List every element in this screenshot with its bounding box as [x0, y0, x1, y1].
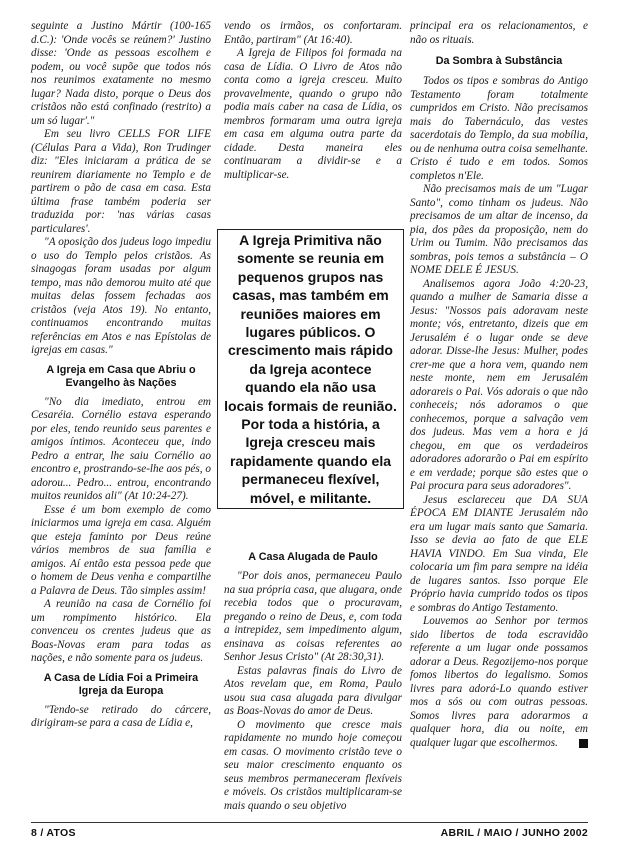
paragraph: Não precisamos mais de um "Lugar Santo", como tinham os judeus. Não precisamos de um altar de incenso, da pia, dos pães da proposição, nem do Urim ou Tumim. Não precisamos das sombras, pois temos a substância – O NOME DELE É JESUS. [410, 183, 588, 276]
paragraph: principal era os relacionamentos, e não os rituais. [410, 20, 588, 46]
pull-quote-text: A Igreja Primitiva não somente se reunia em pequenos grupos nas casas, mas também em reuniões maiores em lugares públicos. O crescimento mais rápido da Igreja acontece quando ela não usa locais formais de reunião. Por toda a história, a Igreja cresceu mais rapidamente quando ela permaneceu flexível, móvel, e militante. [224, 231, 397, 506]
end-of-article-square-icon [579, 739, 588, 748]
paragraph: O movimento que cresce mais rapidamente no mundo hoje começou em casas. O movimento cristão teve o seu maior crescimento enquanto os seus membros permaneceram flexíveis e móveis. Os cristãos multiplicaram-se mais quando o seu objetivo [224, 718, 402, 812]
section-heading: A Casa de Lídia Foi a Primeira Igreja da Europa [43, 671, 199, 697]
paragraph: A reunião na casa de Cornélio foi um rompimento histórico. Ela convenceu os crentes judeus que as Boas-Novas eram para todas as nações, e não somente para os judeus. [31, 598, 211, 664]
column-2-bottom [224, 545, 402, 813]
paragraph: Em seu livro CELLS FOR LIFE (Células Para a Vida), Ron Trudinger diz: "Eles iniciaram a prática de se reunirem diariamente no Templo e de partirem o pão de casa em casa. Esta última frase também poderia ser traduzida por: 'nas várias casas particulares'. [31, 128, 211, 235]
page-number-folio: 8 / ATOS [31, 827, 76, 839]
section-heading: A Casa Alugada de Paulo [248, 551, 378, 563]
paragraph [410, 615, 588, 750]
column-1 [31, 20, 211, 731]
paragraph: vendo os irmãos, os confortaram. Então, partiram" (At 16:40). [224, 20, 402, 46]
column-2-top [224, 20, 402, 182]
paragraph: A Igreja de Filipos foi formada na casa de Lídia. O Livro de Atos não conta como a igreja cresceu. Muito provavelmente, quando o grupo não podia mais caber na casa de Lídia, os membros formaram uma outra igreja em casa em alguma outra parte da cidade. Desta maneira eles continuaram a dividir-se e a multiplicar-se. [224, 47, 402, 181]
paragraph: Esse é um bom exemplo de como iniciarmos uma igreja em casa. Alguém que esteja faminto por Deus reúne vários membros de sua família e amigos. Aí então esta pessoa pede que o homem de Deus venha e compartilhe a Palavra de Deus. Tão simples assim! [31, 503, 211, 597]
paragraph: Todos os tipos e sombras do Antigo Testamento foram totalmente cumpridos em Cristo. Não precisamos mais do Tabernáculo, das vestes sacerdotais do Templo, da sua mobília, ou de nenhuma outra coisa semelhante. Cristo é tudo e em todos. Somos completos n'Ele. [410, 75, 588, 182]
section-heading: Da Sombra à Substância [435, 55, 563, 67]
section-heading: A Igreja em Casa que Abriu o Evangelho às Nações [46, 363, 196, 389]
paragraph: Estas palavras finais do Livro de Atos revelam que, em Roma, Paulo usou sua casa alugada para divulgar as Boas-Novas do amor de Deus. [224, 664, 402, 717]
paragraph: Analisemos agora João 4:20-23, quando a mulher de Samaria disse a Jesus: "Nossos pais adoravam neste monte; vós, entretanto, dizeis que em Jerusalém é o lugar onde se deve adorar. Disse-lhe Jesus: Mulher, podes crer-me que a hora vem, quando nem neste monte, nem em Jerusalém adorareis o Pai. Vós adorais o que não conheceis; nós adoramos o que conhecemos, porque a salvação vem dos judeus. Mas vem a hora e já chegou, em que os verdadeiros adoradores adorarão o Pai em espírito e em verdade; porque são estes que o Pai procura para seus adoradores". [410, 277, 588, 492]
footer-divider [31, 822, 588, 823]
paragraph: "No dia imediato, entrou em Cesaréia. Cornélio estava esperando por eles, tendo reunido seus parentes e amigos íntimos. Aconteceu que, indo Pedro a entrar, lhe saiu Cornélio ao encontro e, prostrando-se-lhe aos pés, o adorou... Pedro... entrou, encontrando muitos reunidos ali" (At 10:24-27). [31, 395, 211, 502]
paragraph: seguinte a Justino Mártir (100-165 d.C.): 'Onde vocês se reúnem?' Justino disse: 'Onde as pessoas escolhem e podem, ou você supõe que todos nós nos reunimos exatamente no mesmo lugar? Nada disto, porque o Deus dos cristãos não está confinado (restrito) a um só lugar'." [31, 20, 211, 127]
pull-quote-box [217, 229, 404, 509]
paragraph: "Tendo-se retirado do cárcere, dirigiram-se para a casa de Lídia e, [31, 703, 211, 729]
paragraph: "Por dois anos, permaneceu Paulo na sua própria casa, que alugara, onde recebia todos que o procuravam, pregando o reino de Deus, e, com toda a intrepidez, sem impedimento algum, ensinava as coisas referentes ao Senhor Jesus Cristo" (At 28:30,31). [224, 570, 402, 663]
paragraph: Jesus esclareceu que DA SUA ÉPOCA EM DIANTE Jerusalém não era um lugar mais santo que Samaria. Isso se devia ao fato de que ELE HAVIA VINDO. Em Sua vinda, Ele colocaria um fim para sempre na idéia de lugares santos. Isso porque Ele Próprio havia cumprido todos os tipos e sombras do Antigo Testamento. [410, 493, 588, 614]
paragraph: "A oposição dos judeus logo impediu o uso do Templo pelos cristãos. As sinagogas foram usadas por algum tempo, mas não demorou muito até que muitas delas fossem fechadas aos cristãos (veja Atos 19). No entanto, continuamos encontrando muitas referências em Atos e nas Epístolas de igrejas em casas." [31, 236, 211, 356]
column-3 [410, 20, 588, 750]
issue-date-folio: ABRIL / MAIO / JUNHO 2002 [440, 827, 588, 839]
paragraph-text: Louvemos ao Senhor por termos sido libertos de toda escravidão referente a um lugar onde possamos adorar a Deus. Regozijemo-nos porque fomos libertos do legalismo. Somos livres para adorá-Lo quando estiver mos a sós ou com outras pessoas. Somos livres para adorarmos a qualquer hora, dia ou noite, em qualquer lugar que escolhermos. [410, 615, 588, 749]
